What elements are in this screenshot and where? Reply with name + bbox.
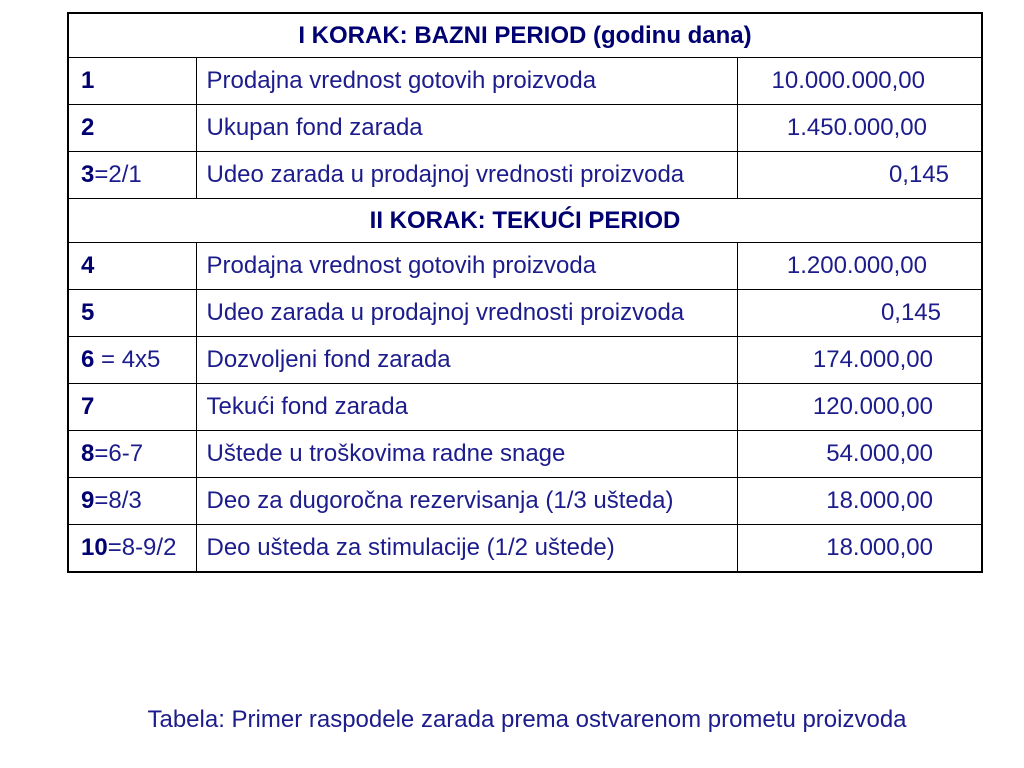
row-description: Udeo zarada u prodajnoj vrednosti proizvoda xyxy=(196,152,737,199)
row-number: 5 xyxy=(81,299,95,326)
row-number: 8 xyxy=(81,440,95,467)
wage-distribution-table xyxy=(67,12,983,573)
row-description: Deo za dugoročna rezervisanja (1/3 ušteda) xyxy=(196,478,737,525)
section-title: I KORAK: BAZNI PERIOD (godinu dana) xyxy=(68,13,982,58)
row-number: 6 xyxy=(81,346,95,373)
row-number-cell xyxy=(68,290,196,337)
table-caption: Tabela: Primer raspodele zarada prema ostvarenom prometu proizvoda xyxy=(147,706,907,733)
table-row xyxy=(68,337,982,384)
row-number-cell xyxy=(68,525,196,573)
table-row xyxy=(68,152,982,199)
table-row xyxy=(68,478,982,525)
row-description: Deo ušteda za stimulacije (1/2 uštede) xyxy=(196,525,737,573)
row-value: 1.450.000,00 xyxy=(737,105,982,152)
row-number: 4 xyxy=(81,252,95,279)
row-number-cell xyxy=(68,152,196,199)
row-number-cell xyxy=(68,58,196,105)
row-number-cell xyxy=(68,243,196,290)
table-row xyxy=(68,384,982,431)
row-description: Udeo zarada u prodajnoj vrednosti proizvoda xyxy=(196,290,737,337)
row-number: 1 xyxy=(81,67,95,94)
row-value: 0,145 xyxy=(737,290,982,337)
section-title: II KORAK: TEKUĆI PERIOD xyxy=(68,199,982,243)
row-description: Prodajna vrednost gotovih proizvoda xyxy=(196,243,737,290)
row-number-cell xyxy=(68,431,196,478)
row-value: 1.200.000,00 xyxy=(737,243,982,290)
row-number-cell xyxy=(68,337,196,384)
row-number-cell xyxy=(68,105,196,152)
row-number: 7 xyxy=(81,393,95,420)
row-description: Prodajna vrednost gotovih proizvoda xyxy=(196,58,737,105)
row-value: 10.000.000,00 xyxy=(737,58,982,105)
row-value: 0,145 xyxy=(737,152,982,199)
row-formula: = 4x5 xyxy=(94,346,161,373)
table-row xyxy=(68,58,982,105)
section-header-row xyxy=(68,199,982,243)
row-value: 120.000,00 xyxy=(737,384,982,431)
row-formula: =6-7 xyxy=(94,440,144,467)
row-number-cell xyxy=(68,478,196,525)
row-number: 9 xyxy=(81,487,95,514)
row-number-cell xyxy=(68,384,196,431)
row-number: 3 xyxy=(81,161,95,188)
table-row xyxy=(68,243,982,290)
row-description: Uštede u troškovima radne snage xyxy=(196,431,737,478)
row-value: 18.000,00 xyxy=(737,478,982,525)
row-formula: =2/1 xyxy=(94,161,142,188)
table-row xyxy=(68,525,982,573)
row-value: 18.000,00 xyxy=(737,525,982,573)
row-formula: =8-9/2 xyxy=(107,534,177,561)
table-row xyxy=(68,431,982,478)
row-description: Dozvoljeni fond zarada xyxy=(196,337,737,384)
section-header-row xyxy=(68,13,982,58)
row-description: Ukupan fond zarada xyxy=(196,105,737,152)
row-value: 54.000,00 xyxy=(737,431,982,478)
table-row xyxy=(68,105,982,152)
row-formula: =8/3 xyxy=(94,487,142,514)
table-row xyxy=(68,290,982,337)
row-description: Tekući fond zarada xyxy=(196,384,737,431)
row-number: 2 xyxy=(81,114,95,141)
row-number: 10 xyxy=(81,534,108,561)
row-value: 174.000,00 xyxy=(737,337,982,384)
